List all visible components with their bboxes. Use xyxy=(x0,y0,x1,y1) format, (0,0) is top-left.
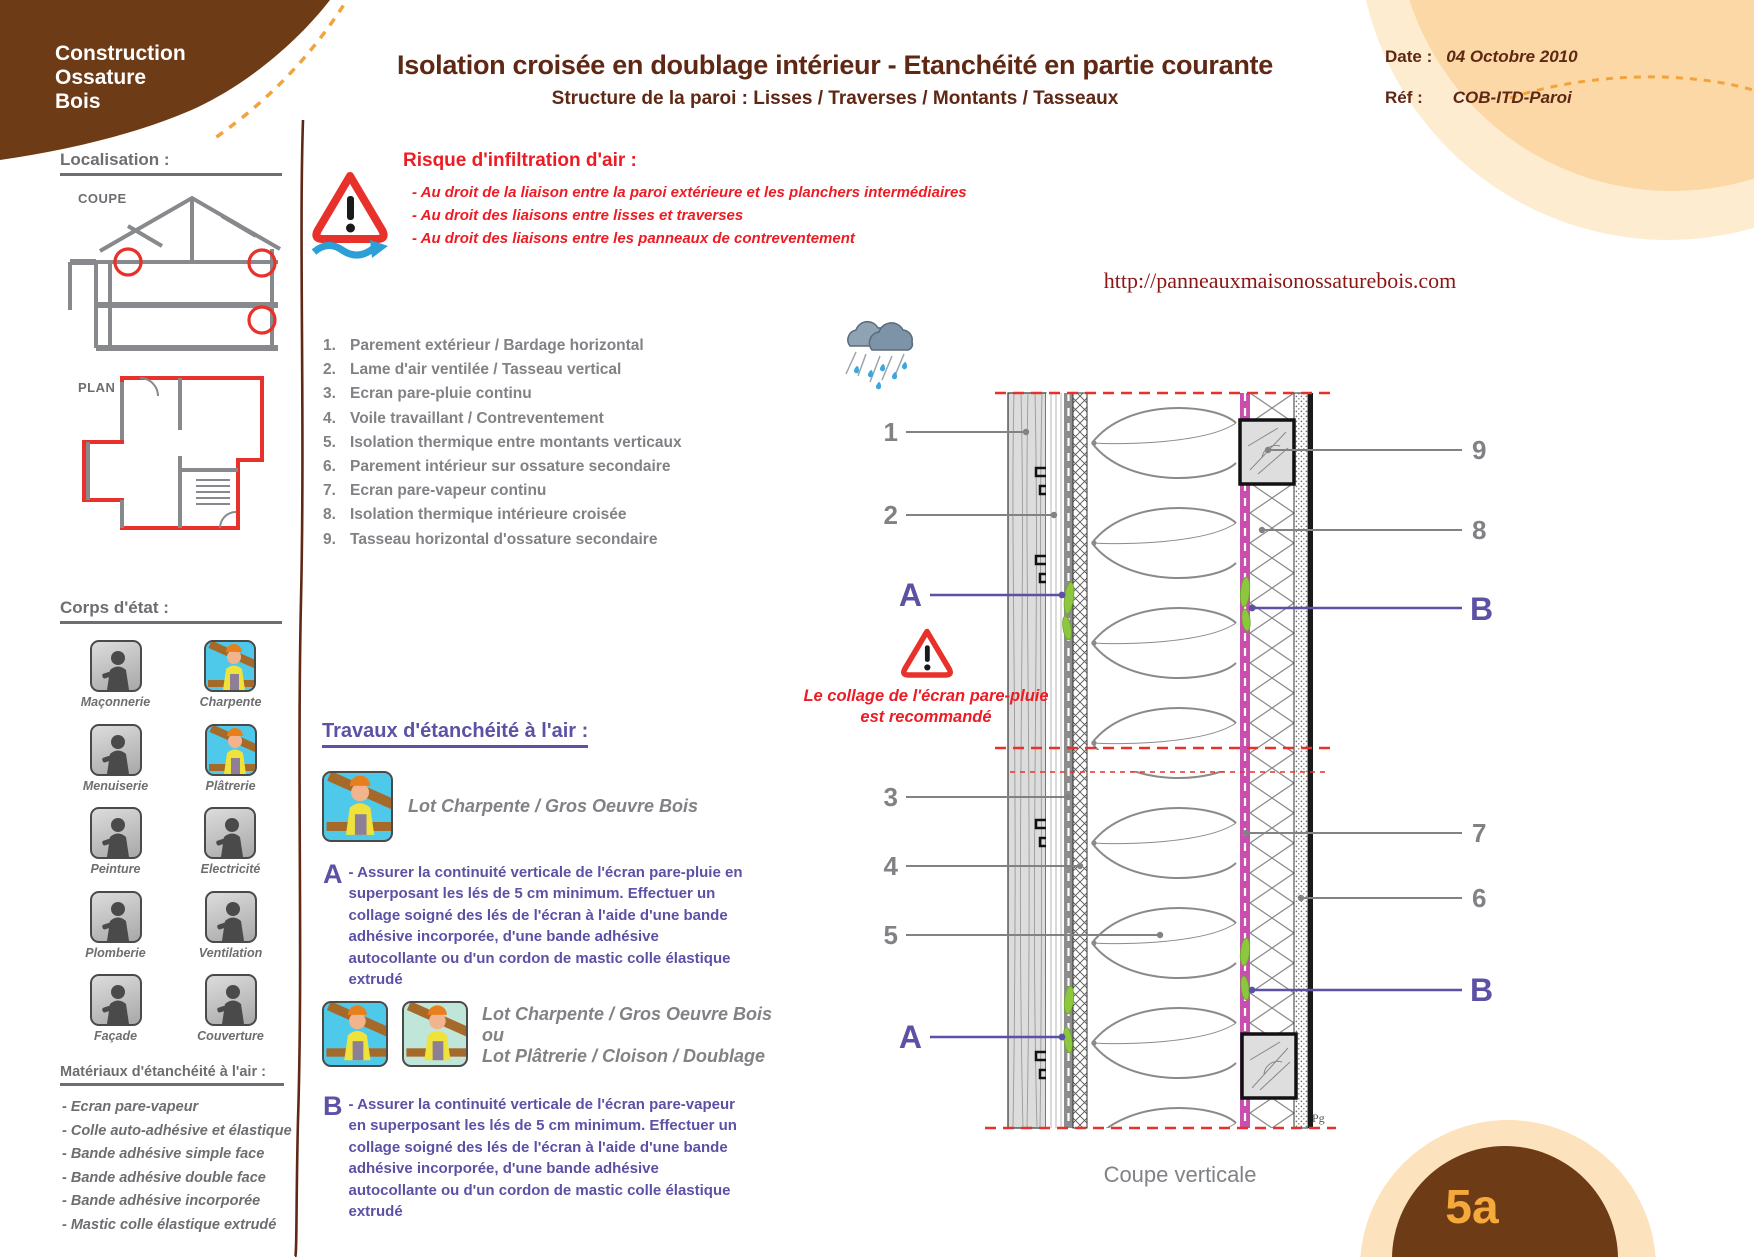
bardage-layer xyxy=(1008,393,1046,1128)
legend-row: 2. Lame d'air ventilée / Tasseau vertical xyxy=(323,361,622,379)
marker-b-bottom: B xyxy=(1470,972,1494,1008)
callout-7: 7 xyxy=(1472,818,1487,848)
trade-maconnerie: Maçonnerie xyxy=(81,640,150,724)
lot-charpente-icon xyxy=(322,771,393,842)
callout-4: 4 xyxy=(883,851,898,881)
brand-logo-text xyxy=(55,42,186,114)
facade-icon xyxy=(90,974,142,1026)
legend-row: 1. Parement extérieur / Bardage horizontal xyxy=(323,337,644,354)
risque-item: - Au droit des liaisons entre les panneaux de contreventement xyxy=(412,230,855,247)
paragraph-a-text: - Assurer la continuité verticale de l'écran pare-pluie en superposant les lés de 5 cm minimum. Effectuer un collage soigné des lés de l'écran à l'aide d'une bande adhésive incorporée, d'une bande adhésive autocollante ou d'un cordon de mastic colle élastique extrudé xyxy=(348,864,743,989)
lot-platrerie-icon xyxy=(402,1001,468,1067)
risque-item: - Au droit de la liaison entre la paroi extérieure et les planchers intermédiaires xyxy=(412,184,967,201)
legend-row: 6. Parement intérieur sur ossature secondaire xyxy=(323,458,671,476)
paragraph-a xyxy=(323,859,743,990)
trade-platrerie: Plâtrerie xyxy=(205,724,257,808)
coupe-diagram xyxy=(62,186,284,358)
isolation2-layer xyxy=(1250,393,1294,1128)
materiau-item: - Colle auto-adhésive et élastique xyxy=(62,1122,292,1139)
website-url-link[interactable]: http://panneauxmaisonossaturebois.com xyxy=(1103,268,1457,293)
date-value: 04 Octobre 2010 xyxy=(1446,47,1578,66)
voile-layer xyxy=(1073,393,1087,1128)
brand-line3: Bois xyxy=(55,90,101,113)
risque-item: - Au droit des liaisons entre lisses et traverses xyxy=(412,207,744,224)
legend-row: 4. Voile travaillant / Contreventement xyxy=(323,409,604,427)
ref-value: COB-ITD-Paroi xyxy=(1452,88,1572,107)
lot2-line3: Lot Plâtrerie / Cloison / Doublage xyxy=(482,1046,766,1066)
electricite-icon xyxy=(204,807,256,859)
marker-b-top: B xyxy=(1470,591,1494,627)
risque-list xyxy=(412,181,972,250)
callout-1: 1 xyxy=(883,417,898,447)
lot2-line2: ou xyxy=(482,1025,504,1045)
materiau-item: - Mastic colle élastique extrudé xyxy=(62,1216,277,1233)
marker-b-label: B xyxy=(323,1091,343,1121)
brand-line1: Construction xyxy=(55,42,186,65)
lot2-labels xyxy=(482,1004,772,1067)
marker-a-top: A xyxy=(898,577,922,613)
peinture-icon xyxy=(90,807,142,859)
legend-row: 7. Ecran pare-vapeur continu xyxy=(323,482,547,500)
platrerie-icon xyxy=(205,724,257,776)
materiau-item: - Bande adhésive incorporée xyxy=(62,1193,261,1209)
page-subtitle: Structure de la paroi : Lisses / Traverses / Montants / Tasseaux xyxy=(551,88,1119,109)
brand-line2: Ossature xyxy=(55,66,147,89)
date-label: Date : xyxy=(1385,47,1433,66)
materiau-item: - Ecran pare-vapeur xyxy=(62,1099,199,1115)
lame-air-layer xyxy=(1046,393,1064,1128)
collage-note-line1: Le collage de l'écran pare-pluie xyxy=(803,687,1049,705)
marker-a-label: A xyxy=(323,859,343,889)
trade-menuiserie: Menuiserie xyxy=(83,724,148,808)
trade-charpente: Charpente xyxy=(200,640,262,724)
callout-8: 8 xyxy=(1472,515,1487,545)
materiau-item: - Bande adhésive simple face xyxy=(62,1146,265,1162)
page-badge: 5a xyxy=(1445,1181,1499,1234)
trade-electricite: Electricité xyxy=(201,807,261,891)
pare-pluie-layer xyxy=(1064,393,1073,1128)
coupe-label: COUPE xyxy=(78,191,127,206)
page-title: Isolation croisée en doublage intérieur - Etanchéité en partie courante xyxy=(397,50,1273,80)
ref-label: Réf : xyxy=(1385,88,1423,107)
marker-a-bottom: A xyxy=(898,1019,922,1055)
trade-couverture: Couverture xyxy=(197,974,264,1058)
trades-grid xyxy=(58,640,288,1058)
legend-row: 5. Isolation thermique entre montants verticaux xyxy=(323,433,682,451)
localisation-heading: Localisation : xyxy=(60,150,282,176)
menuiserie-icon xyxy=(90,724,142,776)
ventilation-icon xyxy=(205,891,257,943)
warning-triangle-icon-small xyxy=(898,626,956,684)
trade-peinture: Peinture xyxy=(90,807,142,891)
corps-heading: Corps d'état : xyxy=(60,598,282,624)
couverture-icon xyxy=(205,974,257,1026)
materiaux-list xyxy=(62,1096,297,1237)
legend-row: 9. Tasseau horizontal d'ossature secondaire xyxy=(323,530,658,548)
legend-row: 3. Ecran pare-pluie continu xyxy=(323,385,532,403)
callout-9: 9 xyxy=(1472,435,1487,465)
paragraph-b xyxy=(323,1091,743,1222)
lot1-label: Lot Charpente / Gros Oeuvre Bois xyxy=(408,796,699,816)
watermark: Pg xyxy=(1312,1111,1325,1125)
maconnerie-icon xyxy=(90,640,142,692)
header-peach-circle xyxy=(1334,0,1754,260)
risque-title: Risque d'infiltration d'air : xyxy=(403,150,637,171)
diagram-caption: Coupe verticale xyxy=(1103,1162,1257,1187)
lot-charpente-icon-2 xyxy=(322,1001,388,1067)
callout-3: 3 xyxy=(883,782,898,812)
layer-legend xyxy=(323,334,743,552)
section-break xyxy=(1088,750,1239,771)
warning-triangle-icon xyxy=(308,168,392,268)
plan-diagram xyxy=(66,372,281,534)
travaux-heading: Travaux d'étanchéité à l'air : xyxy=(322,720,588,748)
legend-row: 8. Isolation thermique intérieure croisée xyxy=(323,506,627,524)
collage-note xyxy=(770,686,1082,728)
lot2-line1: Lot Charpente / Gros Oeuvre Bois xyxy=(482,1004,773,1024)
pare-vapeur-layer xyxy=(1240,393,1250,1128)
plomberie-icon xyxy=(90,891,142,943)
parement-interieur-layer xyxy=(1294,393,1313,1128)
sidebar-divider-line xyxy=(285,120,315,1257)
tasseau-box-bottom xyxy=(1242,1034,1296,1098)
trade-ventilation: Ventilation xyxy=(199,891,262,975)
date-row xyxy=(1385,47,1578,67)
trade-facade: Façade xyxy=(90,974,142,1058)
callout-5: 5 xyxy=(883,920,898,950)
ref-row xyxy=(1385,88,1572,108)
materiaux-heading: Matériaux d'étanchéité à l'air : xyxy=(60,1064,284,1086)
trade-plomberie: Plomberie xyxy=(85,891,145,975)
rain-clouds-icon xyxy=(836,312,926,394)
callout-2: 2 xyxy=(883,500,898,530)
plan-label: PLAN xyxy=(78,380,116,395)
collage-note-line2: est recommandé xyxy=(860,708,992,726)
paragraph-b-text: - Assurer la continuité verticale de l'écran pare-vapeur en superposant les lés de 5 cm minimum. Effectuer un collage soigné des lés de l'écran à l'aide d'une bande adhésive incorporée, d'une bande adhésive autocollante ou d'un cordon de mastic colle élastique extrudé xyxy=(348,1096,737,1221)
materiau-item: - Bande adhésive double face xyxy=(62,1169,266,1186)
wall-section-diagram xyxy=(780,385,1560,1145)
charpente-icon xyxy=(204,640,256,692)
callout-6: 6 xyxy=(1472,883,1487,913)
